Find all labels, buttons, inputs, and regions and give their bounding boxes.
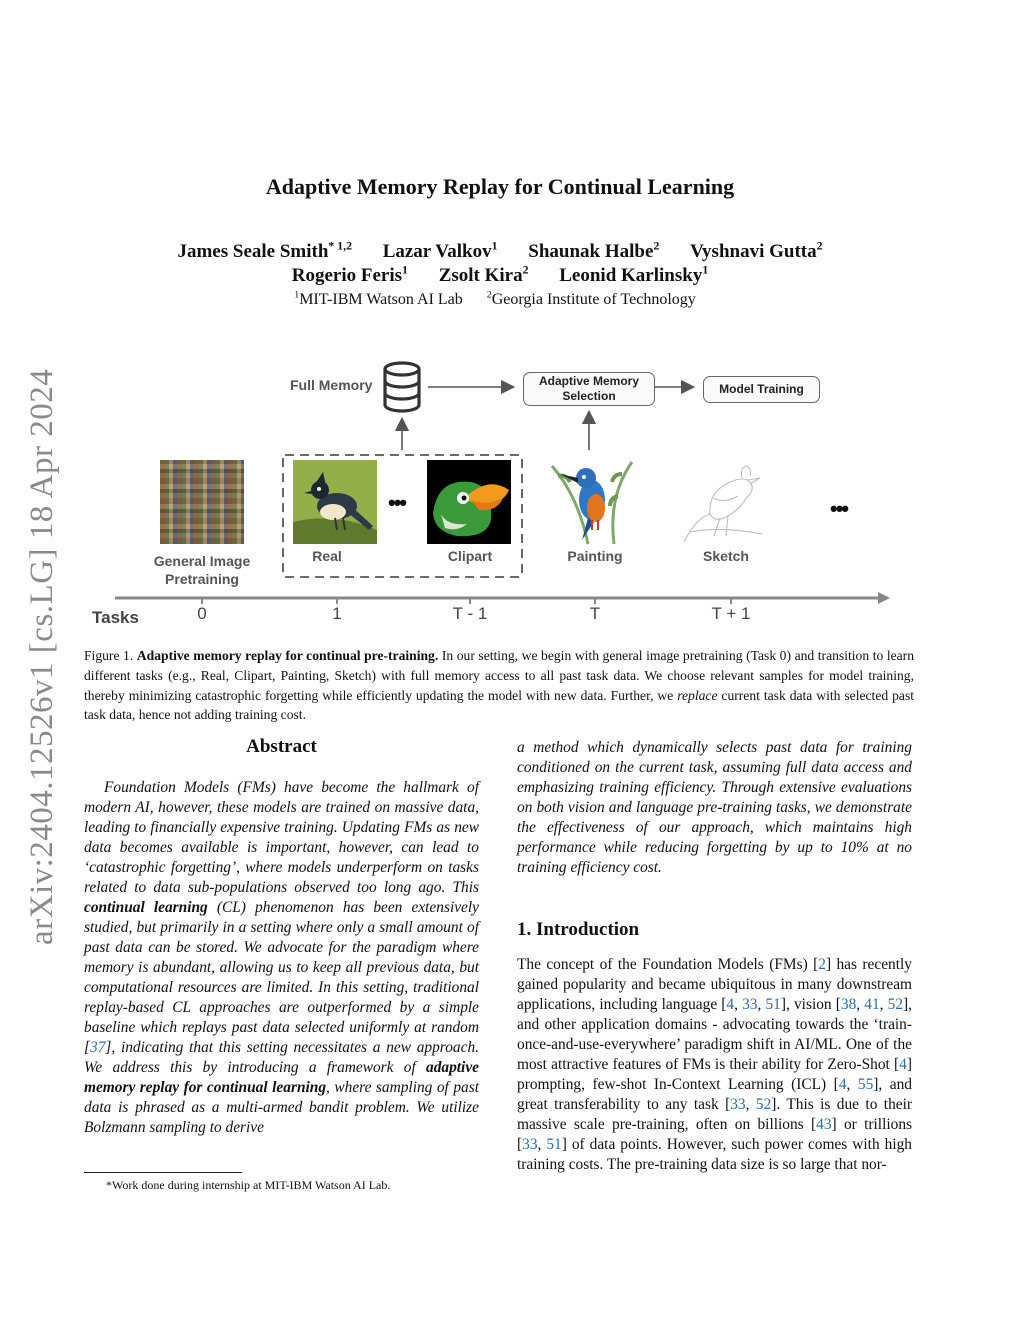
ellipsis-past: ••• [388, 490, 406, 515]
arxiv-identifier: arXiv:2404.12526v1 [cs.LG] 18 Apr 2024 [24, 368, 60, 945]
abstract-continuation: a method which dynamically selects past data for training conditioned on the current task, assuming full data access and emphasizing training efficiency. Through extensive evaluations on both vision and language pre-training tasks, we demonstrate the effectiveness of our approach, which maintains high performance while reducing forgetting by up to 10% at no training efficiency cost. [517, 739, 912, 876]
clipart-toucan-image [427, 460, 511, 544]
affiliation: $^2$Georgia Institute of Technology [486, 290, 696, 309]
paper-title: Adaptive Memory Replay for Continual Learning [265, 174, 735, 199]
pretraining-image-mosaic [160, 460, 244, 544]
figure-arrows [0, 0, 1024, 640]
figure-caption: Figure 1. Adaptive memory replay for continual pre-training. In our setting, we begin with general image pretraining (Task 0) and transition to learn different tasks (e.g., Real, Clipart, Painting, Sketch) with full memory access to all past task data. We choose relevant samples for model training, thereby minimizing catastrophic forgetting while efficiently updating the model with new data. Further, we replace current task data with selected past task data, hence not adding training cost. [84, 648, 915, 723]
introduction-heading: 1. Introduction [517, 919, 640, 940]
domain-label-clipart: Clipart [447, 548, 493, 564]
figure-1 [0, 0, 1024, 640]
full-memory-label: Full Memory [290, 377, 373, 393]
adaptive-memory-selection-box: Adaptive Memory Selection [523, 372, 655, 406]
abstract-heading: Abstract [246, 736, 317, 757]
author: Lazar Valkov$^1$ [382, 240, 498, 263]
author: Shaunak Halbe$^2$ [528, 240, 660, 263]
author: James Seale Smith$^{* 1,2}$ [177, 240, 352, 263]
affiliation: $^1$MIT-IBM Watson AI Lab [294, 290, 463, 309]
task-tick-label: 1 [332, 604, 342, 623]
author: Rogerio Feris$^1$ [291, 264, 408, 287]
tasks-label: Tasks [92, 608, 139, 627]
domain-label-painting: Painting [567, 548, 623, 564]
real-bird-image [293, 460, 377, 544]
author: Vyshnavi Gutta$^2$ [690, 240, 823, 263]
domain-label-real: Real [312, 548, 342, 564]
timeline-arrowhead [878, 592, 890, 604]
author: Leonid Karlinsky$^1$ [559, 264, 709, 287]
task-tick-label: T + 1 [711, 604, 751, 623]
author: Zsolt Kira$^2$ [438, 264, 529, 287]
model-training-box: Model Training [703, 376, 820, 403]
task-tick-label: T - 1 [452, 604, 488, 623]
painting-kingfisher-image [548, 456, 636, 546]
sketch-bird-image [680, 458, 772, 544]
footnote: *Work done during internship at MIT-IBM Watson AI Lab. [106, 1178, 391, 1192]
abstract-body: Foundation Models (FMs) have become the hallmark of modern AI, however, these models are trained on massive data, leading to financially expensive training. Updating FMs as new data becomes available is important, however, can lead to ‘catastrophic forgetting’, where models underperform on tasks related to data sub-populations observed too long ago. This continual learning (CL) phenomenon has been extensively studied, but primarily in a setting where only a small amount of past data can be stored. We advocate for the paradigm where memory is abundant, allowing us to keep all previous data, but computational resources are limited. In this setting, traditional replay-based CL approaches are outperformed by a simple baseline which replays past data selected uniformly at random [37], indicating that this setting necessitates a new approach. We address this by introducing a framework of adaptive memory replay for continual learning, where sampling of past data is phrased as a multi-armed bandit problem. We utilize Bolzmann sampling to derive [84, 779, 479, 1136]
domain-label-sketch: Sketch [703, 548, 749, 564]
ellipsis-future: ••• [830, 496, 848, 521]
footnote-rule [84, 1172, 242, 1173]
task-tick-label: T [589, 604, 601, 623]
introduction-body: The concept of the Foundation Models (FMs) [2] has recently gained popularity and became ubiquitous in many downstream applications, including language [4, 33, 51], vision [38, 41, 52], and other application domains - advocating towards the ‘train-once-and-use-everywhere’ paradigm shift in AI/ML. One of the most attractive features of FMs is their ability for Zero-Shot [4] prompting, few-shot In-Context Learning (ICL) [4, 55], and great transferability to any task [33, 52]. This is due to their massive scale pre-training, often on billions [43] or trillions [33, 51] of data points. However, such power comes with high training costs. The pre-training data size is so large that nor- [517, 956, 912, 1173]
pretraining-label: General Image Pretraining [153, 553, 251, 587]
task-tick-label: 0 [197, 604, 207, 623]
